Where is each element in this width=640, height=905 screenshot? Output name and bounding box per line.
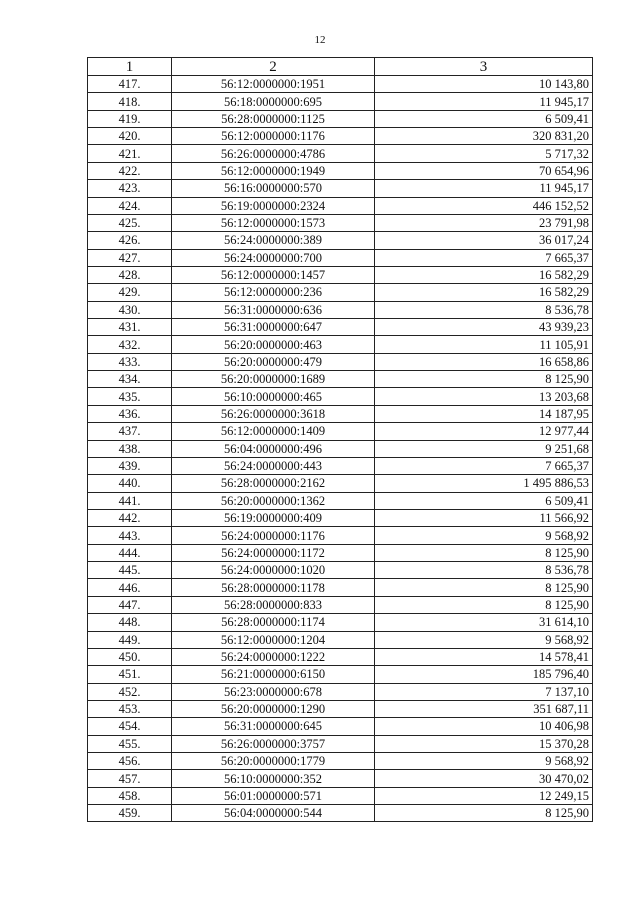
cadastral-number-cell: 56:28:0000000:833 (172, 596, 375, 613)
value-cell: 9 251,68 (375, 440, 593, 457)
table-row (88, 319, 593, 336)
row-number-cell: 431. (88, 319, 172, 336)
cadastral-number-cell: 56:28:0000000:1178 (172, 579, 375, 596)
value-cell: 9 568,92 (375, 631, 593, 648)
value-cell: 12 977,44 (375, 423, 593, 440)
value-cell: 16 582,29 (375, 284, 593, 301)
row-number-cell: 444. (88, 544, 172, 561)
table-row (88, 266, 593, 283)
cadastral-number-cell: 56:28:0000000:1174 (172, 614, 375, 631)
cadastral-number-cell: 56:20:0000000:1689 (172, 371, 375, 388)
value-cell: 320 831,20 (375, 128, 593, 145)
value-cell: 8 125,90 (375, 805, 593, 822)
cadastral-number-cell: 56:31:0000000:647 (172, 319, 375, 336)
table-row (88, 787, 593, 804)
row-number-cell: 449. (88, 631, 172, 648)
table-row (88, 718, 593, 735)
row-number-cell: 446. (88, 579, 172, 596)
value-cell: 36 017,24 (375, 232, 593, 249)
row-number-cell: 417. (88, 76, 172, 93)
value-cell: 8 125,90 (375, 596, 593, 613)
cadastral-number-cell: 56:18:0000000:695 (172, 93, 375, 110)
row-number-cell: 438. (88, 440, 172, 457)
cadastral-number-cell: 56:19:0000000:409 (172, 509, 375, 526)
cadastral-number-cell: 56:04:0000000:496 (172, 440, 375, 457)
row-number-cell: 424. (88, 197, 172, 214)
value-cell: 8 536,78 (375, 301, 593, 318)
cadastral-number-cell: 56:24:0000000:1176 (172, 527, 375, 544)
row-number-cell: 418. (88, 93, 172, 110)
table-row (88, 770, 593, 787)
table-row (88, 596, 593, 613)
table-row (88, 93, 593, 110)
table-body (88, 76, 593, 822)
table-row (88, 457, 593, 474)
cadastral-number-cell: 56:24:0000000:443 (172, 457, 375, 474)
row-number-cell: 454. (88, 718, 172, 735)
cadastral-number-cell: 56:28:0000000:1125 (172, 110, 375, 127)
table-row (88, 544, 593, 561)
row-number-cell: 426. (88, 232, 172, 249)
cadastral-number-cell: 56:12:0000000:1409 (172, 423, 375, 440)
row-number-cell: 457. (88, 770, 172, 787)
data-table (87, 57, 593, 822)
table-row (88, 197, 593, 214)
cadastral-number-cell: 56:12:0000000:1176 (172, 128, 375, 145)
cadastral-number-cell: 56:28:0000000:2162 (172, 475, 375, 492)
table-row (88, 249, 593, 266)
table-row (88, 388, 593, 405)
row-number-cell: 456. (88, 753, 172, 770)
cadastral-number-cell: 56:24:0000000:1222 (172, 648, 375, 665)
table-row (88, 475, 593, 492)
row-number-cell: 437. (88, 423, 172, 440)
table-row (88, 666, 593, 683)
row-number-cell: 445. (88, 562, 172, 579)
row-number-cell: 428. (88, 266, 172, 283)
cadastral-number-cell: 56:12:0000000:236 (172, 284, 375, 301)
value-cell: 6 509,41 (375, 492, 593, 509)
table-row (88, 284, 593, 301)
value-cell: 6 509,41 (375, 110, 593, 127)
cadastral-number-cell: 56:24:0000000:700 (172, 249, 375, 266)
value-cell: 13 203,68 (375, 388, 593, 405)
row-number-cell: 452. (88, 683, 172, 700)
table-row (88, 614, 593, 631)
table-row (88, 527, 593, 544)
value-cell: 11 945,17 (375, 180, 593, 197)
row-number-cell: 425. (88, 214, 172, 231)
value-cell: 9 568,92 (375, 527, 593, 544)
table-row (88, 405, 593, 422)
value-cell: 5 717,32 (375, 145, 593, 162)
row-number-cell: 434. (88, 371, 172, 388)
table-header-row (88, 58, 593, 76)
row-number-cell: 448. (88, 614, 172, 631)
row-number-cell: 432. (88, 336, 172, 353)
table-row (88, 336, 593, 353)
value-cell: 7 137,10 (375, 683, 593, 700)
row-number-cell: 423. (88, 180, 172, 197)
value-cell: 43 939,23 (375, 319, 593, 336)
row-number-cell: 442. (88, 509, 172, 526)
cadastral-number-cell: 56:10:0000000:352 (172, 770, 375, 787)
table-row (88, 110, 593, 127)
row-number-cell: 436. (88, 405, 172, 422)
table-row (88, 509, 593, 526)
row-number-cell: 422. (88, 162, 172, 179)
cadastral-number-cell: 56:01:0000000:571 (172, 787, 375, 804)
cadastral-number-cell: 56:12:0000000:1457 (172, 266, 375, 283)
cadastral-number-cell: 56:20:0000000:1290 (172, 700, 375, 717)
table-row (88, 180, 593, 197)
cadastral-number-cell: 56:31:0000000:645 (172, 718, 375, 735)
row-number-cell: 440. (88, 475, 172, 492)
row-number-cell: 433. (88, 353, 172, 370)
value-cell: 8 536,78 (375, 562, 593, 579)
value-cell: 446 152,52 (375, 197, 593, 214)
value-cell: 10 143,80 (375, 76, 593, 93)
value-cell: 12 249,15 (375, 787, 593, 804)
table-row (88, 128, 593, 145)
cadastral-number-cell: 56:10:0000000:465 (172, 388, 375, 405)
table-row (88, 700, 593, 717)
table-row (88, 232, 593, 249)
page-number: 12 (314, 34, 326, 46)
table-row (88, 301, 593, 318)
value-cell: 10 406,98 (375, 718, 593, 735)
table-row (88, 579, 593, 596)
cadastral-number-cell: 56:12:0000000:1949 (172, 162, 375, 179)
cadastral-number-cell: 56:31:0000000:636 (172, 301, 375, 318)
cadastral-number-cell: 56:12:0000000:1573 (172, 214, 375, 231)
row-number-cell: 420. (88, 128, 172, 145)
table-row (88, 162, 593, 179)
table-row (88, 440, 593, 457)
value-cell: 8 125,90 (375, 579, 593, 596)
value-cell: 7 665,37 (375, 249, 593, 266)
value-cell: 11 566,92 (375, 509, 593, 526)
column-header-2: 2 (172, 58, 375, 76)
row-number-cell: 455. (88, 735, 172, 752)
row-number-cell: 427. (88, 249, 172, 266)
value-cell: 23 791,98 (375, 214, 593, 231)
table-row (88, 76, 593, 93)
row-number-cell: 421. (88, 145, 172, 162)
value-cell: 31 614,10 (375, 614, 593, 631)
row-number-cell: 458. (88, 787, 172, 804)
cadastral-number-cell: 56:20:0000000:1362 (172, 492, 375, 509)
value-cell: 16 658,86 (375, 353, 593, 370)
table-row (88, 631, 593, 648)
cadastral-number-cell: 56:24:0000000:1172 (172, 544, 375, 561)
table-row (88, 648, 593, 665)
value-cell: 70 654,96 (375, 162, 593, 179)
row-number-cell: 439. (88, 457, 172, 474)
cadastral-number-cell: 56:16:0000000:570 (172, 180, 375, 197)
row-number-cell: 443. (88, 527, 172, 544)
table-row (88, 492, 593, 509)
row-number-cell: 450. (88, 648, 172, 665)
cadastral-number-cell: 56:26:0000000:3618 (172, 405, 375, 422)
column-header-1: 1 (88, 58, 172, 76)
value-cell: 9 568,92 (375, 753, 593, 770)
value-cell: 30 470,02 (375, 770, 593, 787)
table-row (88, 214, 593, 231)
row-number-cell: 419. (88, 110, 172, 127)
cadastral-number-cell: 56:23:0000000:678 (172, 683, 375, 700)
value-cell: 1 495 886,53 (375, 475, 593, 492)
value-cell: 7 665,37 (375, 457, 593, 474)
cadastral-number-cell: 56:26:0000000:4786 (172, 145, 375, 162)
table-row (88, 683, 593, 700)
row-number-cell: 430. (88, 301, 172, 318)
value-cell: 8 125,90 (375, 371, 593, 388)
table-row (88, 735, 593, 752)
row-number-cell: 441. (88, 492, 172, 509)
value-cell: 11 105,91 (375, 336, 593, 353)
cadastral-number-cell: 56:24:0000000:1020 (172, 562, 375, 579)
table-row (88, 562, 593, 579)
value-cell: 11 945,17 (375, 93, 593, 110)
cadastral-number-cell: 56:20:0000000:463 (172, 336, 375, 353)
table-row (88, 805, 593, 822)
value-cell: 16 582,29 (375, 266, 593, 283)
cadastral-number-cell: 56:21:0000000:6150 (172, 666, 375, 683)
cadastral-number-cell: 56:20:0000000:1779 (172, 753, 375, 770)
cadastral-number-cell: 56:24:0000000:389 (172, 232, 375, 249)
column-header-3: 3 (375, 58, 593, 76)
cadastral-number-cell: 56:19:0000000:2324 (172, 197, 375, 214)
value-cell: 14 578,41 (375, 648, 593, 665)
value-cell: 15 370,28 (375, 735, 593, 752)
table-row (88, 145, 593, 162)
table-row (88, 423, 593, 440)
cadastral-number-cell: 56:12:0000000:1951 (172, 76, 375, 93)
table-row (88, 371, 593, 388)
row-number-cell: 459. (88, 805, 172, 822)
value-cell: 185 796,40 (375, 666, 593, 683)
row-number-cell: 447. (88, 596, 172, 613)
value-cell: 351 687,11 (375, 700, 593, 717)
cadastral-number-cell: 56:26:0000000:3757 (172, 735, 375, 752)
value-cell: 8 125,90 (375, 544, 593, 561)
row-number-cell: 429. (88, 284, 172, 301)
cadastral-number-cell: 56:20:0000000:479 (172, 353, 375, 370)
row-number-cell: 435. (88, 388, 172, 405)
table-row (88, 353, 593, 370)
row-number-cell: 451. (88, 666, 172, 683)
row-number-cell: 453. (88, 700, 172, 717)
value-cell: 14 187,95 (375, 405, 593, 422)
table-row (88, 753, 593, 770)
cadastral-number-cell: 56:04:0000000:544 (172, 805, 375, 822)
cadastral-number-cell: 56:12:0000000:1204 (172, 631, 375, 648)
